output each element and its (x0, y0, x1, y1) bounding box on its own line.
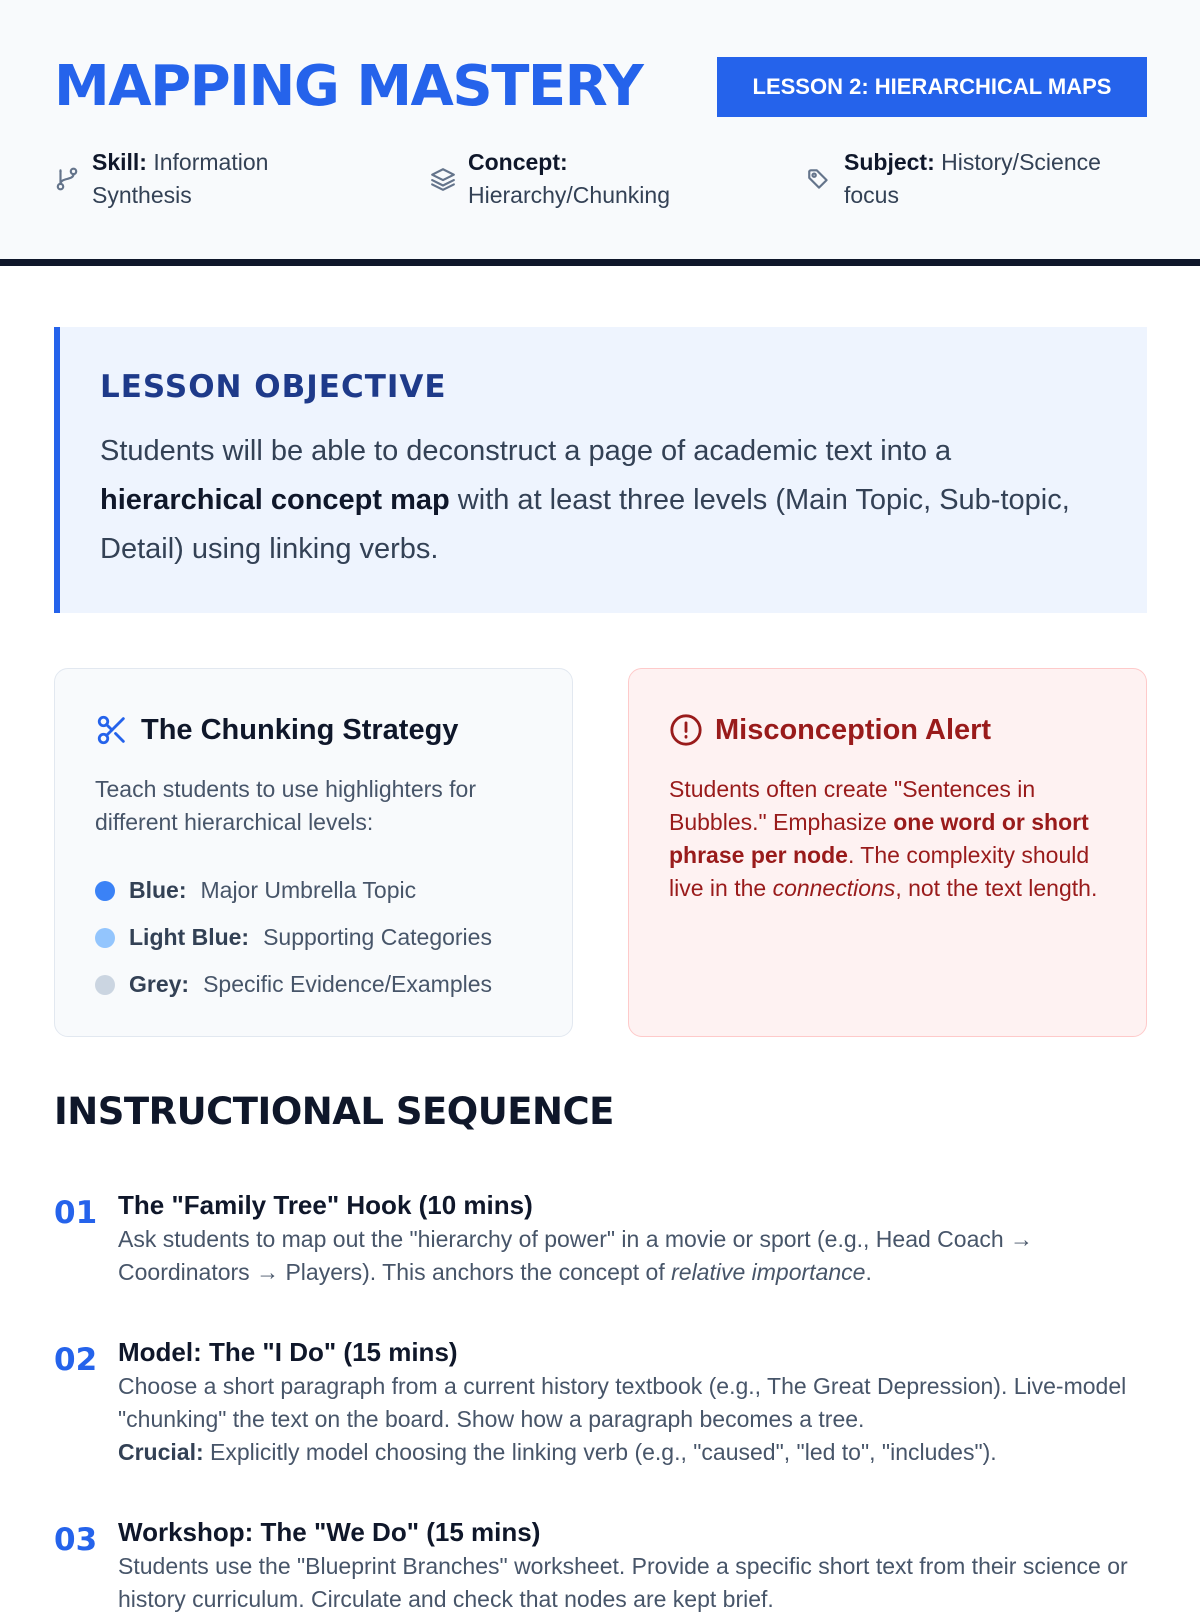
light-blue-dot (95, 928, 115, 948)
meta-concept-value: Hierarchy/Chunking (468, 182, 670, 208)
layers-icon (430, 166, 456, 192)
step-number: 03 (54, 1522, 96, 1616)
step-text: Choose a short paragraph from a current history textbook (e.g., The Great Depression). Live-model "chunking" the text on the board. Show how a paragraph becomes a tree. Crucial: Explicitly model choosing the linking verb (e.g., "caused", "led to", "includes"). (118, 1370, 1147, 1469)
chunking-heading: The Chunking Strategy (141, 714, 458, 747)
step-title: The "Family Tree" Hook (10 mins) (118, 1187, 1147, 1223)
highlighter-legend (95, 867, 532, 1008)
objective-text: Students will be able to deconstruct a page of academic text into a hierarchical concept map with at least three levels (Main Topic, Sub-topic, Detail) using linking verbs. (100, 427, 1107, 574)
scissors-icon (95, 713, 129, 747)
chunking-intro: Teach students to use highlighters for different hierarchical levels: (95, 773, 532, 839)
lesson-badge: LESSON 2: HIERARCHICAL MAPS (717, 57, 1147, 117)
chunking-strategy-card (54, 668, 573, 1037)
misconception-heading: Misconception Alert (715, 714, 991, 747)
step-title: Workshop: The "We Do" (15 mins) (118, 1514, 1147, 1550)
step-text: Ask students to map out the "hierarchy of power" in a movie or sport (e.g., Head Coach → Coordinators → Players). This anchors the concept of relative importance. (118, 1223, 1147, 1289)
lesson-objective (54, 327, 1147, 613)
grey-dot (95, 975, 115, 995)
meta-subject-value: History/Science focus (844, 149, 1101, 208)
page-header (0, 0, 1200, 266)
sequence-heading: INSTRUCTIONAL SEQUENCE (54, 1090, 614, 1133)
step-number: 01 (54, 1195, 96, 1289)
sequence-step (54, 1334, 1147, 1469)
step-text: Students use the "Blueprint Branches" worksheet. Provide a specific short text from their science or history curriculum. Circulate and check that nodes are kept brief. (118, 1550, 1147, 1616)
meta-concept-label: Concept: (468, 149, 568, 175)
alert-circle-icon (669, 713, 703, 747)
legend-item: Blue: Major Umbrella Topic (95, 867, 532, 914)
step-number: 02 (54, 1342, 96, 1469)
blue-dot (95, 881, 115, 901)
misconception-text: Students often create "Sentences in Bubbles." Emphasize one word or short phrase per node. The complexity should live in the connections, not the text length. (669, 773, 1106, 905)
page-title: MAPPING MASTERY (54, 52, 642, 122)
meta-skill-label: Skill: (92, 149, 147, 175)
tag-icon (806, 166, 832, 192)
meta-skill (54, 146, 322, 212)
meta-subject-label: Subject: (844, 149, 935, 175)
sequence-step (54, 1514, 1147, 1616)
meta-concept (430, 146, 728, 212)
objective-heading: LESSON OBJECTIVE (100, 369, 1107, 405)
step-title: Model: The "I Do" (15 mins) (118, 1334, 1147, 1370)
sequence-step (54, 1187, 1147, 1289)
legend-item: Light Blue: Supporting Categories (95, 914, 532, 961)
legend-item: Grey: Specific Evidence/Examples (95, 961, 532, 1008)
git-branch-icon (54, 166, 80, 192)
meta-skill-value: Information Synthesis (92, 149, 268, 208)
misconception-alert-card (628, 668, 1147, 1037)
meta-subject (806, 146, 1144, 212)
